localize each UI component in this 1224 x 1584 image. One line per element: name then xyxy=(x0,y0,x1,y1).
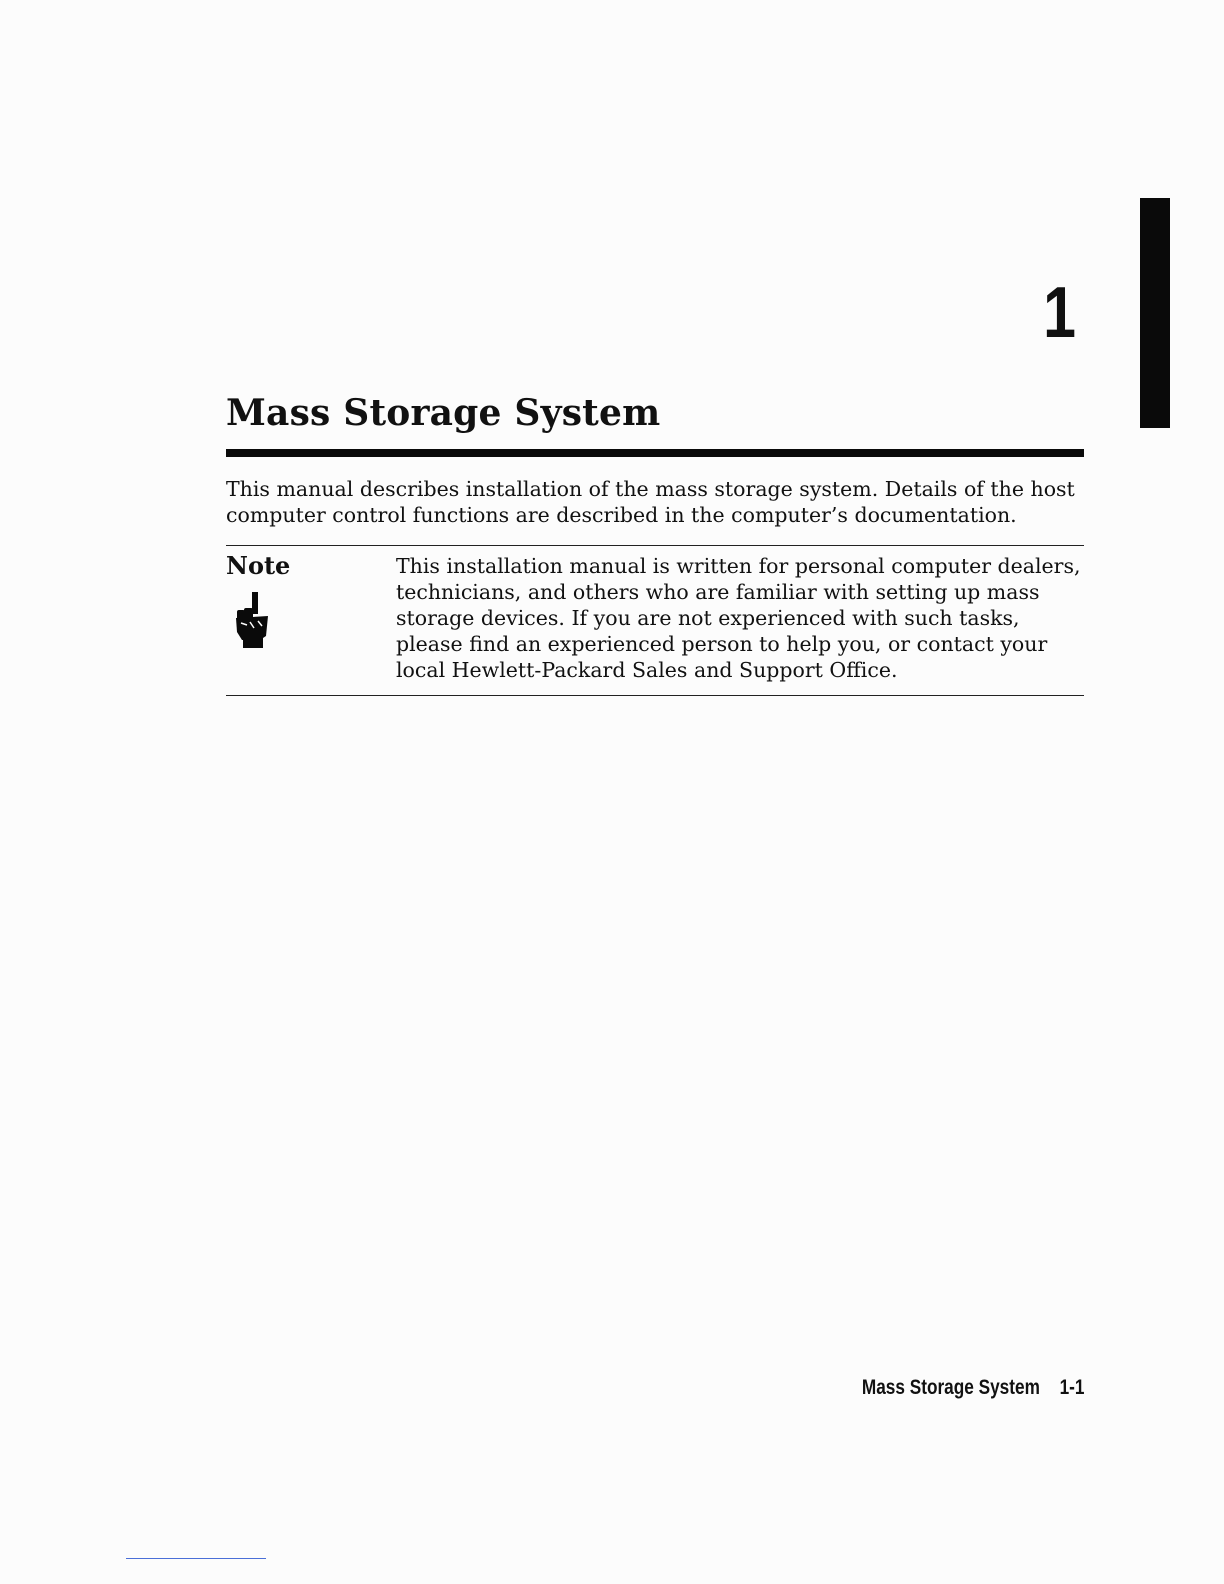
chapter-thumb-tab xyxy=(1140,198,1170,428)
note-top-rule xyxy=(226,545,1084,546)
intro-paragraph: This manual describes installation of the mass storage system. Details of the host computer control functions are described in the computer’s documentation. xyxy=(226,477,1075,527)
title-rule xyxy=(226,449,1084,457)
pointing-hand-icon xyxy=(232,590,272,650)
chapter-title: Mass Storage System xyxy=(226,392,661,434)
bottom-link-underline xyxy=(126,1558,266,1559)
footer-page-number: 1-1 xyxy=(1059,1376,1084,1399)
page-footer xyxy=(760,1375,1084,1401)
chapter-number: 1 xyxy=(1043,273,1076,353)
note-text: This installation manual is written for personal computer dealers, technicians, and others who are familiar with setting up mass storage devices. If you are not experienced with such tasks, please find an experienced person to help you, or contact your local Hewlett-Packard Sales and Support Office. xyxy=(396,554,1081,682)
note-label: Note xyxy=(226,551,291,580)
note-bottom-rule xyxy=(226,695,1084,696)
footer-section-title: Mass Storage System xyxy=(861,1376,1040,1399)
